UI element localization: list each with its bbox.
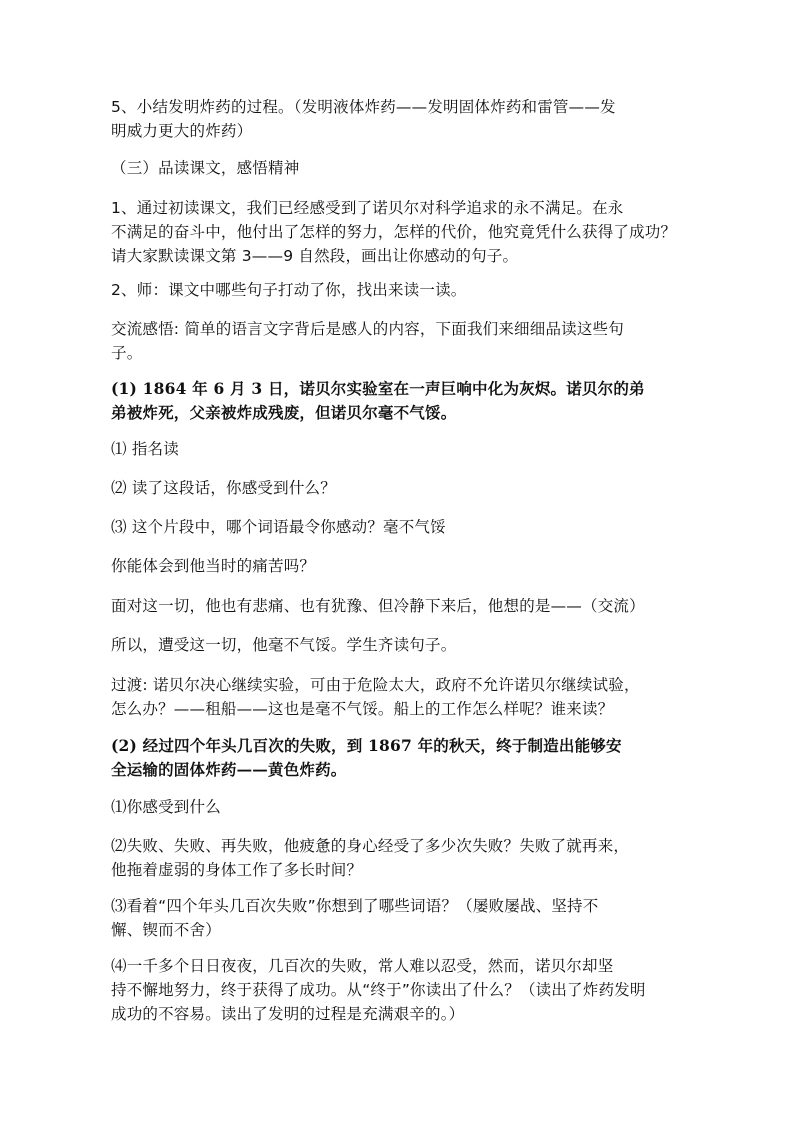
text-line: 懈、锲而不舍） [111,921,221,939]
text-line: 1、通过初读课文，我们已经感受到了诺贝尔对科学追求的永不满足。在永 [111,199,624,217]
text-line: (2) 经过四个年头几百次的失败，到 1867 年的秋天，终于制造出能够安 [111,736,622,755]
text-line: ⑴ 指名读 [111,440,179,458]
text-line: 5、小结发明炸药的过程。（发明液体炸药——发明固体炸药和雷管——发 [111,98,616,116]
paragraph-teacher-prompt [111,278,679,302]
text-line: 交流感悟: 简单的语言文字背后是感人的内容，下面我们来细细品读这些句 [111,320,624,338]
paragraph-not-discouraged [111,633,679,657]
text-line: 怎么办？——租船——这也是毫不气馁。船上的工作怎么样呢？谁来读？ [111,700,614,718]
text-line: ⑵ 读了这段话，你感受到什么？ [111,479,336,497]
text-line: 持不懈地努力，终于获得了成功。从“终于”你读出了什么？（读出了炸药发明 [111,981,646,999]
list-item-related-words [111,894,679,942]
text-line: 请大家默读课文第 3——9 自然段，画出让你感动的句子。 [111,247,519,265]
text-line: ⑶ 这个片段中，哪个词语最令你感动？毫不气馁 [111,518,446,536]
text-line: ⑵失败、失败、再失败，他疲惫的身心经受了多少次失败？失败了就再来， [111,837,630,855]
text-line: （三）品读课文，感悟精神 [111,159,300,177]
paragraph-exchange-feelings [111,317,679,365]
text-line: 所以，遭受这一切，他毫不气馁。学生齐读句子。 [111,636,457,654]
text-line: (1) 1864 年 6 月 3 日，诺贝尔实验室在一声巨响中化为灰烬。诺贝尔的弟 [111,379,645,398]
list-item-read-aloud [111,437,679,461]
text-line: 你能体会到他当时的痛苦吗？ [111,557,316,575]
text-line: 弟被炸死，父亲被炸成残废，但诺贝尔毫不气馁。 [111,403,457,422]
list-item-moving-word [111,515,679,539]
text-line: 2、师：课文中哪些句子打动了你，找出来读一读。 [111,281,467,299]
text-line: 子。 [111,344,143,362]
list-item-repeated-failures [111,834,679,882]
text-line: 不满足的奋斗中，他付出了怎样的努力，怎样的代价，他究竟凭什么获得了成功？ [111,223,677,241]
text-line: 面对这一切，他也有悲痛、也有犹豫、但冷静下来后，他想的是——（交流） [111,597,645,615]
text-line: 明威力更大的炸药） [111,122,253,140]
quote-1867-yellow-explosive [111,734,679,782]
quote-1864-explosion [111,377,679,425]
paragraph-facing-everything [111,594,679,618]
text-line: 他拖着虚弱的身体工作了多长时间？ [111,861,363,879]
text-line: 成功的不容易。读出了发明的过程是充满艰辛的。） [111,1005,465,1023]
section-heading-read-and-feel [111,156,679,180]
list-item-final-success [111,954,679,1026]
list-item-feel [111,795,679,819]
text-line: ⑷一千多个日日夜夜，几百次的失败，常人难以忍受，然而，诺贝尔却坚 [111,957,614,975]
text-line: ⑴你感受到什么 [111,798,221,816]
list-item-what-do-you-feel [111,476,679,500]
paragraph-transition [111,673,679,721]
paragraph-first-reading [111,196,679,268]
paragraph-feel-pain [111,554,679,578]
text-line: ⑶看着“四个年头几百次失败”你想到了哪些词语？（屡败屡战、坚持不 [111,897,599,915]
text-line: 全运输的固体炸药——黄色炸药。 [111,760,347,779]
paragraph-summary-invention-process [111,95,679,143]
text-line: 过渡: 诺贝尔决心继续实验，可由于危险太大，政府不允许诺贝尔继续试验， [111,676,640,694]
